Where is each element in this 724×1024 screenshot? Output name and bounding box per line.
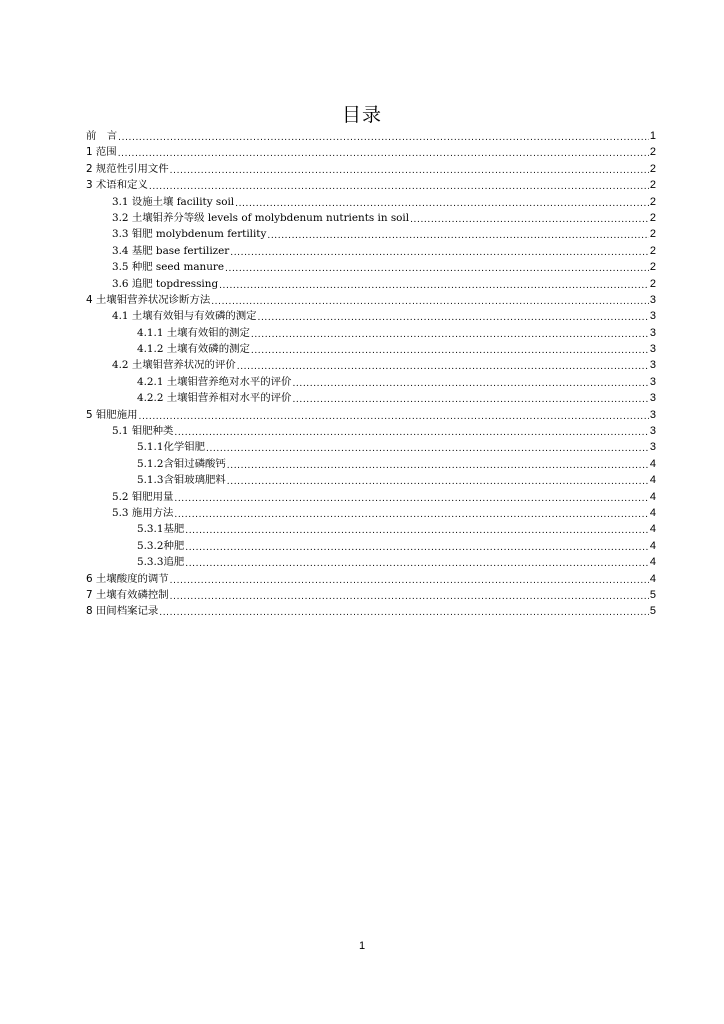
toc-entry[interactable] xyxy=(86,571,656,587)
toc-entry-page: 3 xyxy=(649,359,656,372)
toc-entry[interactable] xyxy=(86,423,656,439)
toc-entry-page: 2 xyxy=(649,228,656,241)
toc-entry[interactable] xyxy=(86,128,656,144)
toc-entry-label: 3.1 设施土壤 facility soil xyxy=(112,195,235,208)
toc-entry[interactable] xyxy=(86,554,656,570)
toc-entry-page: 4 xyxy=(649,457,656,470)
toc-entry-label: 前 言 xyxy=(86,130,118,142)
dot-leader xyxy=(235,195,649,207)
dot-leader xyxy=(138,408,648,420)
toc-entry[interactable] xyxy=(86,276,656,292)
dot-leader xyxy=(267,227,649,239)
toc-entry-page: 4 xyxy=(649,572,656,585)
toc-entry[interactable] xyxy=(86,226,656,242)
toc-entry-page: 2 xyxy=(649,146,656,159)
dot-leader xyxy=(185,539,649,551)
toc-entry-label: 4.1.2 土壤有效磷的测定 xyxy=(137,343,250,356)
toc-entry-page: 2 xyxy=(649,162,656,175)
toc-entry-label: 1 范围 xyxy=(86,146,117,159)
toc-entry-label: 7 土壤有效磷控制 xyxy=(86,588,169,601)
toc-entry-page: 2 xyxy=(649,211,656,224)
toc-entry-label: 8 田间档案记录 xyxy=(86,605,159,618)
toc-entry-page: 4 xyxy=(649,506,656,519)
dot-leader xyxy=(206,440,649,452)
dot-leader xyxy=(292,391,648,403)
dot-leader xyxy=(219,277,649,289)
toc-entry[interactable] xyxy=(86,194,656,210)
dot-leader xyxy=(292,375,648,387)
toc-entry-page: 5 xyxy=(649,605,656,618)
toc-entry[interactable] xyxy=(86,357,656,373)
toc-entry-page: 4 xyxy=(649,539,656,552)
dot-leader xyxy=(258,309,649,321)
toc-entry[interactable] xyxy=(86,259,656,275)
toc-entry-label: 3.6 追肥 topdressing xyxy=(112,277,219,290)
toc-entry[interactable] xyxy=(86,177,656,193)
dot-leader xyxy=(170,162,649,174)
dot-leader xyxy=(170,588,649,600)
toc-entry[interactable] xyxy=(86,308,656,324)
dot-leader xyxy=(251,326,649,338)
toc-entry[interactable] xyxy=(86,489,656,505)
toc-entry-page: 3 xyxy=(649,310,656,323)
toc-entry[interactable] xyxy=(86,439,656,455)
dot-leader xyxy=(174,490,648,502)
toc-entry-label: 5.3 施用方法 xyxy=(112,506,174,519)
toc-entry[interactable] xyxy=(86,292,656,308)
table-of-contents xyxy=(86,128,656,620)
toc-entry-page: 4 xyxy=(649,523,656,536)
dot-leader xyxy=(251,342,649,354)
dot-leader xyxy=(227,457,649,469)
toc-entry[interactable] xyxy=(86,390,656,406)
toc-entry-label: 4.2 土壤钼营养状况的评价 xyxy=(112,359,236,372)
toc-entry-label: 4 土壤钼营养状况诊断方法 xyxy=(86,293,211,306)
toc-entry-page: 2 xyxy=(649,244,656,257)
dot-leader xyxy=(185,555,649,567)
toc-entry-label: 2 规范性引用文件 xyxy=(86,162,169,175)
toc-entry-label: 5.1 钼肥种类 xyxy=(112,425,174,438)
dot-leader xyxy=(159,604,649,616)
dot-leader xyxy=(170,572,649,584)
toc-entry-label: 5.1.2含钼过磷酸钙 xyxy=(137,457,226,470)
toc-entry[interactable] xyxy=(86,603,656,619)
toc-entry-page: 3 xyxy=(649,425,656,438)
toc-entry-page: 5 xyxy=(649,588,656,601)
dot-leader xyxy=(174,506,648,518)
toc-entry-page: 3 xyxy=(649,326,656,339)
toc-entry-label: 6 土壤酸度的调节 xyxy=(86,572,169,585)
page-title: 目录 xyxy=(341,104,382,126)
toc-entry-label: 3.3 钼肥 molybdenum fertility xyxy=(112,228,267,241)
toc-entry-label: 3.5 种肥 seed manure xyxy=(112,261,225,274)
dot-leader xyxy=(230,244,649,256)
toc-entry-page: 3 xyxy=(649,408,656,421)
dot-leader xyxy=(118,145,649,157)
toc-entry-label: 5.3.3追肥 xyxy=(137,556,185,569)
toc-entry-page: 3 xyxy=(649,441,656,454)
toc-entry-label: 5.1.1化学钼肥 xyxy=(137,441,206,454)
dot-leader xyxy=(185,522,649,534)
toc-entry-page: 3 xyxy=(649,343,656,356)
toc-entry[interactable] xyxy=(86,587,656,603)
toc-entry[interactable] xyxy=(86,407,656,423)
toc-entry-page: 4 xyxy=(649,556,656,569)
dot-leader xyxy=(149,178,649,190)
dot-leader xyxy=(211,293,649,305)
toc-entry-label: 3.4 基肥 base fertilizer xyxy=(112,244,230,257)
toc-entry-page: 3 xyxy=(649,392,656,405)
toc-entry[interactable] xyxy=(86,341,656,357)
toc-entry[interactable] xyxy=(86,210,656,226)
toc-entry[interactable] xyxy=(86,325,656,341)
toc-entry-page: 3 xyxy=(649,293,656,306)
dot-leader xyxy=(227,473,649,485)
page-number: 1 xyxy=(358,940,366,952)
toc-entry-page: 2 xyxy=(649,277,656,290)
toc-entry-label: 5.3.1基肥 xyxy=(137,523,185,536)
toc-entry-page: 1 xyxy=(649,130,656,142)
toc-entry[interactable] xyxy=(86,456,656,472)
toc-entry-page: 4 xyxy=(649,490,656,503)
toc-entry[interactable] xyxy=(86,144,656,160)
toc-entry[interactable] xyxy=(86,521,656,537)
toc-entry[interactable] xyxy=(86,243,656,259)
toc-entry[interactable] xyxy=(86,472,656,488)
toc-entry-label: 5.3.2种肥 xyxy=(137,539,185,552)
toc-entry-page: 4 xyxy=(649,474,656,487)
toc-entry[interactable] xyxy=(86,538,656,554)
toc-entry-label: 5 钼肥施用 xyxy=(86,408,138,421)
dot-leader xyxy=(118,129,649,141)
toc-entry-label: 5.1.3含钼玻璃肥料 xyxy=(137,474,226,487)
toc-entry-label: 4.2.2 土壤钼营养相对水平的评价 xyxy=(137,392,292,405)
toc-entry-page: 2 xyxy=(649,261,656,274)
dot-leader xyxy=(410,211,649,223)
toc-entry-page: 2 xyxy=(649,179,656,192)
toc-entry-label: 4.2.1 土壤钼营养绝对水平的评价 xyxy=(137,375,292,388)
dot-leader xyxy=(225,260,649,272)
toc-entry[interactable] xyxy=(86,161,656,177)
dot-leader xyxy=(174,424,648,436)
toc-entry-label: 4.1 土壤有效钼与有效磷的测定 xyxy=(112,310,257,323)
toc-entry-label: 3.2 土壤钼养分等级 levels of molybdenum nutrients in soil xyxy=(112,211,410,224)
toc-entry[interactable] xyxy=(86,505,656,521)
toc-entry-page: 3 xyxy=(649,375,656,388)
toc-entry[interactable] xyxy=(86,374,656,390)
dot-leader xyxy=(237,358,649,370)
toc-entry-page: 2 xyxy=(649,195,656,208)
toc-entry-label: 5.2 钼肥用量 xyxy=(112,490,174,503)
toc-entry-label: 4.1.1 土壤有效钼的测定 xyxy=(137,326,250,339)
toc-entry-label: 3 术语和定义 xyxy=(86,179,148,192)
